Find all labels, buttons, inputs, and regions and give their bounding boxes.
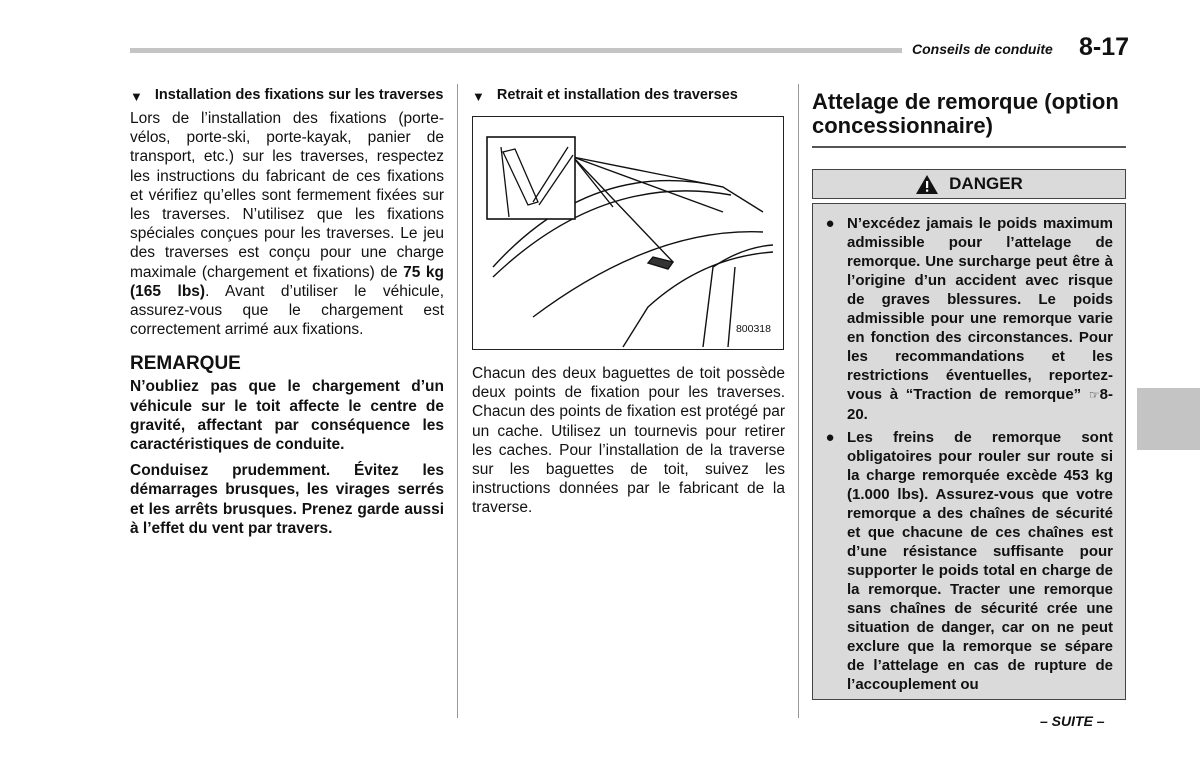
triangle-bullet-icon: ▼ [130,89,143,104]
bullet-icon: ● [825,429,835,446]
page-reference-icon: ☞ [1088,388,1100,402]
remark-paragraph: N’oubliez pas que le chargement d’un véhicule sur le toit affecte le centre de gravité, affectant par conséquence les caractéristiques de conduite. [130,378,444,454]
body-paragraph: Chacun des deux baguettes de toit possède deux points de fixation pour les traverses. Chacun des points de fixation est protégé par un cache. Utilisez un tournevis pour retirer les caches. Pour l’installation de la traverse sur les baguettes de toit, suivez les instructions données par le fabricant de la traverse. [472,365,785,517]
remark-paragraph: Conduisez prudemment. Évitez les démarrages brusques, les virages serrés et les arrêts brusques. Prenez garde aussi à l’effet du vent par travers. [130,462,444,537]
column-3 [812,86,1126,700]
page-reference[interactable]: 8-20. [847,386,1113,423]
column-divider [457,84,458,718]
column-1 [130,86,444,545]
danger-label: DANGER [949,174,1023,193]
list-item: ● Les freins de remorque sont obligatoires pour rouler sur route si la charge remorquée excède 453 kg (1.000 lbs). Assurez-vous que votre remorque a des chaînes de sécurité et que chacune de ces chaînes est d’une résistance suffisante pour supporter le poids total en charge de la remorque. Tracter une remorque sans chaînes de sécurité crée une situation de danger, car on ne peut exclure que la remorque se sépare de l’attelage en cas de rupture de l’accouplement ou [823,428,1113,694]
header-rule [130,48,902,53]
column-2 [472,86,785,518]
warning-triangle-icon [915,174,939,195]
body-paragraph: Lors de l’installation des fixations (porte-vélos, porte-ski, porte-kayak, panier de transport, etc.) sur les traverses, respectez les instructions du fabricant de ces fixations et vérifiez qu’elles sont fermement fixées sur les traverses. N’utilisez que les fixations spéciales conçues pour les traverses. Le jeu des traverses est conçu pour une charge maximale (chargement et fixations) de 75 kg (165 lbs). Avant d’utiliser le véhicule, assurez-vous que le chargement est correctement arrimé aux fixations. [130,110,445,339]
column-divider [798,84,799,718]
danger-box [812,203,1126,700]
remark-heading: REMARQUE [130,353,241,375]
triangle-bullet-icon: ▼ [472,89,485,104]
section-title: Conseils de conduite [912,41,1053,57]
list-item: ● N’excédez jamais le poids maximum admissible pour l’attelage de remorque. Une surcharge peut être à l’origine d’un accident avec risque de graves blessures. Le poids admissible pour une remorque varie en fonction des circonstances. Pour les recommandations et les restrictions éventuelles, reportez-vous à “Traction de remorque” ☞8-20. [823,214,1113,424]
subheading: ▼ Installation des fixations sur les traverses [130,86,444,107]
car-roof-drawing [473,117,783,349]
section-heading: Attelage de remorque (option concessionnaire) [812,89,1119,138]
thumb-index-tab [1137,388,1200,450]
roof-rail-illustration [472,116,784,350]
heading-rule [812,146,1126,148]
subheading: ▼ Retrait et installation des traverses [472,86,785,107]
danger-banner [812,169,1126,199]
continued-label: – SUITE – [1040,713,1105,729]
figure-code: 800318 [735,323,771,335]
page-number: 8-17 [1079,33,1130,61]
bullet-icon: ● [825,215,835,232]
